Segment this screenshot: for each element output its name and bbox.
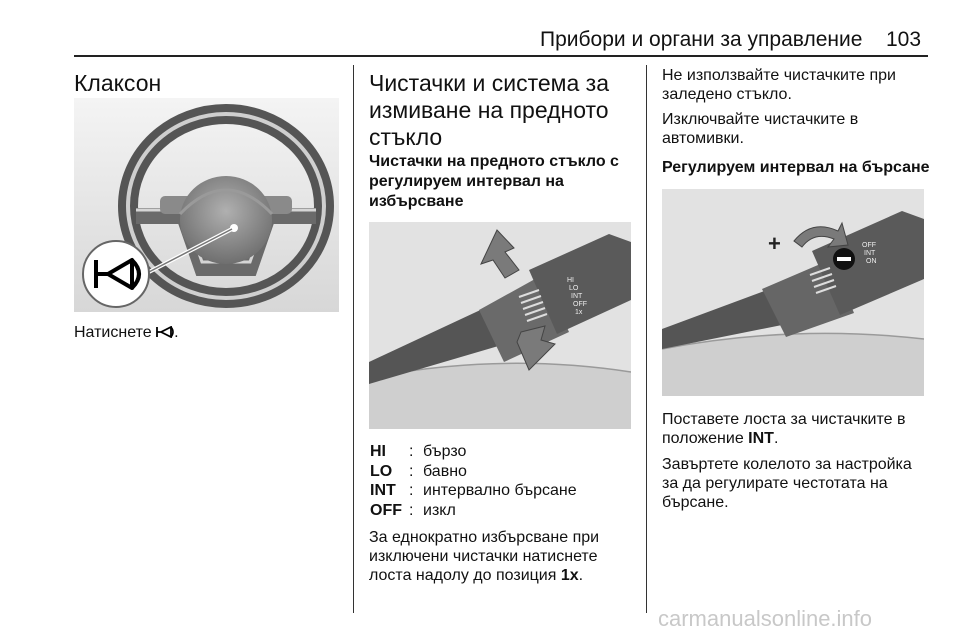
wiper-legend [370, 442, 577, 520]
horn-section-title: Клаксон [74, 70, 162, 96]
wiper-subtitle: Чистачки на предното стъкло с регулируем интервал на избърсване [369, 153, 619, 210]
frozen-glass-warning: Не използвайте чистачките при заледено стъкло. [662, 67, 896, 103]
ring-label-off: OFF [862, 242, 876, 249]
stalk-label-off: OFF [573, 301, 587, 308]
horn-icon [156, 326, 174, 338]
legend-row: INT : интервално бърсане [370, 482, 577, 499]
wiper-section-title: Чистачки и система за измиване на предното стъкло [369, 70, 610, 150]
ring-label-on: ON [866, 258, 877, 265]
watermark: carmanualsonline.info [658, 606, 873, 631]
interval-subtitle: Регулируем интервал на бърсане [662, 159, 930, 176]
ring-label-int: INT [864, 250, 876, 257]
single-wipe-paragraph: За еднократно избърсване при изключени чистачки натиснете лоста надолу до позиция 1x. [369, 529, 600, 584]
interval-ring-illustration [662, 189, 924, 396]
stalk-label-lo: LO [569, 285, 579, 292]
page-header-title: Прибори и органи за управление [540, 28, 863, 51]
plus-icon: + [768, 231, 781, 256]
set-int-paragraph: Поставете лоста за чистачките в положение INT. [662, 411, 906, 447]
column-divider-1 [353, 65, 354, 613]
legend-row: LO : бавно [370, 462, 467, 480]
legend-row: HI : бързо [370, 443, 467, 460]
car-wash-note: Изключвайте чистачките в автомивки. [662, 111, 859, 147]
steering-wheel-illustration [74, 98, 339, 312]
stalk-label-int: INT [571, 293, 583, 300]
adjust-frequency-paragraph: Завъртете колелото за настройка за да регулирате честотата на бърсане. [662, 456, 912, 511]
column-divider-2 [646, 65, 647, 613]
legend-row: OFF : изкл [370, 501, 456, 519]
wiper-stalk-illustration [369, 222, 631, 429]
page-number: 103 [886, 28, 922, 51]
header-divider [74, 55, 928, 57]
stalk-label-1x: 1x [575, 309, 583, 316]
horn-instruction: Натиснете . [74, 324, 179, 341]
stalk-label-hi: HI [567, 277, 574, 284]
